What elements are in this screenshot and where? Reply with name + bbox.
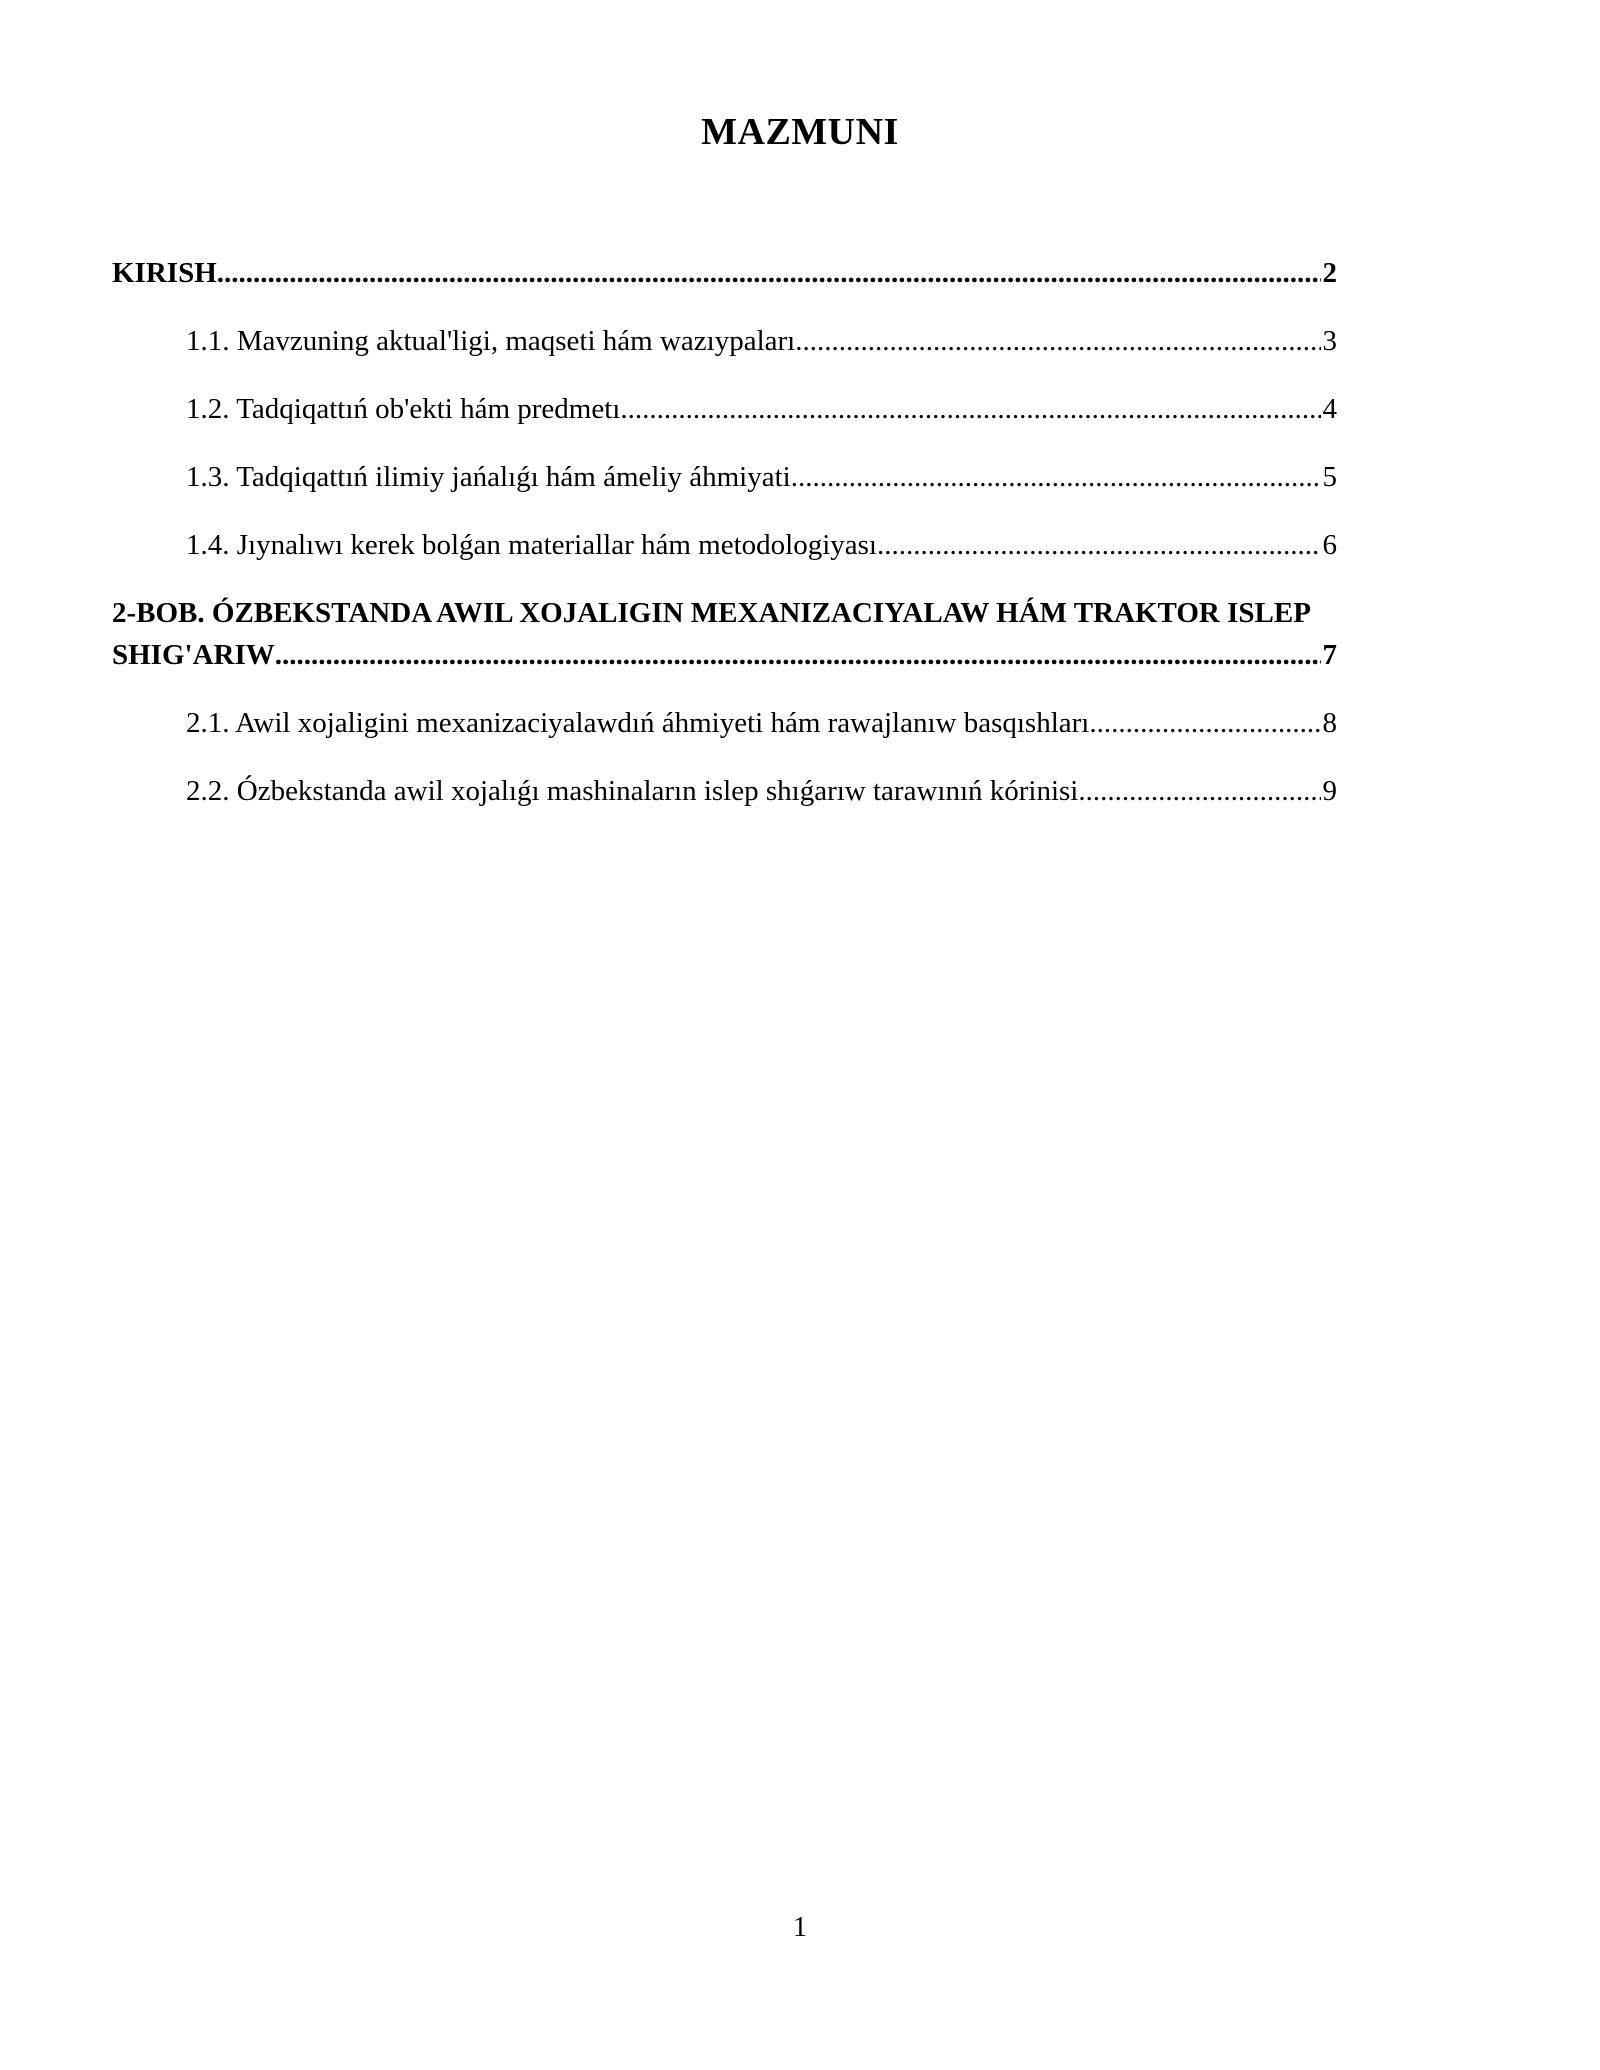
toc-entry-page: 9 <box>1322 775 1337 807</box>
toc-entry-label: 2.2. Ózbekstanda awil xojalıǵı mashinaların islep shıǵarıw tarawınıń kórinisi <box>186 775 1079 807</box>
toc-entry-2-2[interactable] <box>186 770 1337 812</box>
toc-entry-page: 5 <box>1322 461 1337 493</box>
toc-entry-label: 1.2. Tadqiqattıń ob'ekti hám predmetı <box>186 393 621 425</box>
toc-entry-page: 6 <box>1322 529 1337 561</box>
dot-leader <box>791 456 1321 498</box>
toc-chapter-title-line-2: SHIG'ARIW <box>112 639 275 671</box>
dot-leader <box>275 634 1321 676</box>
toc-entry-chapter-2[interactable] <box>112 592 1337 676</box>
dot-leader <box>877 524 1321 566</box>
dot-leader <box>1078 770 1320 812</box>
toc-entry-label: 1.1. Mavzuning aktual'ligi, maqseti hám wazıypaları <box>186 325 796 357</box>
toc-entry-1-1[interactable] <box>186 320 1337 362</box>
toc-entry-label: KIRISH <box>112 257 217 289</box>
toc-entry-page: 4 <box>1322 393 1337 425</box>
toc-entry-1-3[interactable] <box>186 456 1337 498</box>
toc-entry-label: 1.4. Jıynalıwı kerek bolǵan materiallar hám metodologiyası <box>186 529 877 561</box>
toc-chapter-title-line-1: 2-BOB. ÓZBEKSTANDA AWIL XOJALIGIN MEXANIZACIYALAW HÁM TRAKTOR ISLEP <box>112 597 1311 629</box>
table-of-contents <box>112 252 1337 838</box>
toc-entry-1-2[interactable] <box>186 388 1337 430</box>
toc-entry-page: 7 <box>1322 639 1337 671</box>
page-number: 1 <box>793 1912 807 1943</box>
page-title: MAZMUNI <box>701 111 899 153</box>
dot-leader <box>217 252 1321 294</box>
toc-entry-2-1[interactable] <box>186 702 1337 744</box>
toc-entry-label: 2.1. Awil xojaligini mexanizaciyalawdıń áhmiyeti hám rawajlanıw basqıshları <box>186 707 1090 739</box>
toc-entry-page: 2 <box>1322 257 1337 289</box>
toc-entry-1-4[interactable] <box>186 524 1337 566</box>
toc-entry-label: 1.3. Tadqiqattıń ilimiy jańalıǵı hám ámeliy áhmiyati <box>186 461 791 493</box>
dot-leader <box>795 320 1320 362</box>
toc-entry-page: 3 <box>1322 325 1337 357</box>
dot-leader <box>620 388 1320 430</box>
toc-entry-kirish[interactable] <box>112 252 1337 294</box>
dot-leader <box>1089 702 1320 744</box>
toc-entry-page: 8 <box>1322 707 1337 739</box>
